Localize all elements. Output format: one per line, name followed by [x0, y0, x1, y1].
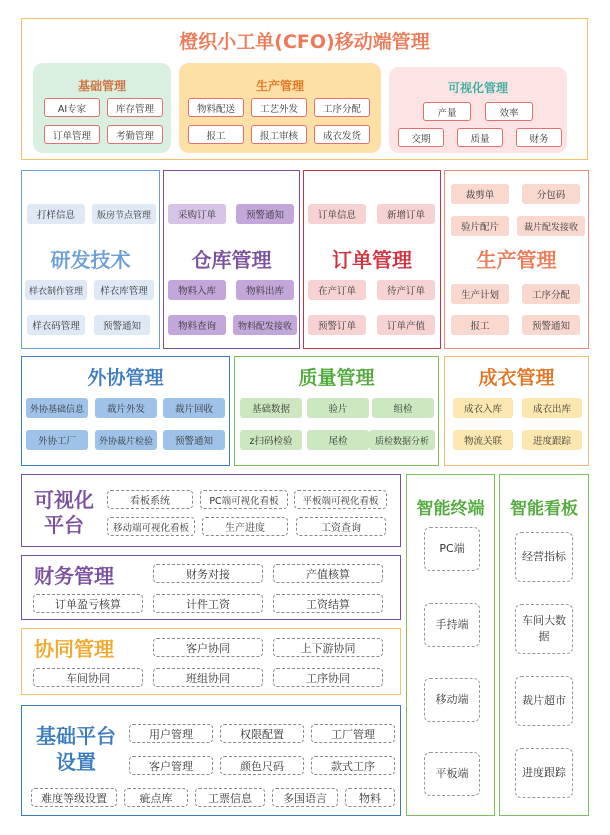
visual-mgmt-title: 可视化管理: [447, 80, 508, 95]
quality-item[interactable]: 质检数据分析: [369, 430, 435, 450]
outsource-item[interactable]: 裁片外发: [95, 398, 157, 418]
kanban-item[interactable]: 车间大数据: [515, 604, 573, 654]
terminal-item[interactable]: PC端: [424, 527, 480, 571]
collab-item[interactable]: 工序协同: [273, 668, 383, 687]
production-item[interactable]: 验片配片: [451, 216, 509, 236]
base-platform-item[interactable]: 工厂管理: [311, 724, 395, 743]
warehouse-item[interactable]: 物料出库: [236, 280, 294, 300]
production-item[interactable]: 报工: [451, 315, 509, 335]
page-title: 橙织小工单(CFO)移动端管理: [179, 30, 430, 53]
production-mgmt-title: 生产管理: [255, 78, 304, 93]
order-item[interactable]: 在产订单: [308, 280, 366, 300]
order-item[interactable]: 待产订单: [377, 280, 435, 300]
terminal-item[interactable]: 平板端: [424, 752, 480, 796]
garment-title: 成衣管理: [478, 366, 555, 389]
garment-item[interactable]: 进度跟踪: [522, 430, 582, 450]
collab-item[interactable]: 班组协同: [153, 668, 263, 687]
garment-item[interactable]: 物流关联: [453, 430, 513, 450]
base-platform-item[interactable]: 款式工序: [311, 756, 395, 775]
base-platform-item[interactable]: 疵点库: [124, 788, 188, 807]
production-item[interactable]: 裁片配发接收: [517, 216, 585, 236]
collab-item[interactable]: 车间协同: [33, 668, 143, 687]
warehouse-item[interactable]: 预警通知: [236, 204, 294, 224]
base-platform-item[interactable]: 用户管理: [129, 724, 213, 743]
garment-item[interactable]: 成衣出库: [522, 398, 582, 418]
base-platform-item[interactable]: 权限配置: [220, 724, 304, 743]
rnd-item[interactable]: 样衣码管理: [27, 315, 85, 335]
order-item[interactable]: 订单信息: [308, 204, 366, 224]
production-item[interactable]: 工艺外发: [251, 98, 307, 117]
outsource-item[interactable]: 裁片回收: [163, 398, 225, 418]
base-platform-item[interactable]: 工票信息: [195, 788, 265, 807]
finance-item[interactable]: 计件工资: [153, 594, 263, 613]
rnd-item[interactable]: 样衣库管理: [94, 280, 154, 300]
collab-item[interactable]: 客户协同: [153, 638, 263, 657]
warehouse-title: 仓库管理: [191, 247, 272, 272]
kanban-title: 智能看板: [510, 498, 578, 519]
rnd-item[interactable]: 打样信息: [27, 204, 85, 224]
viz-platform-title: 平台: [44, 512, 84, 537]
rnd-title: 研发技术: [50, 247, 131, 272]
production-item[interactable]: 报工: [188, 125, 244, 144]
production-item[interactable]: 工序分配: [522, 284, 580, 304]
outsource-item[interactable]: 外协工厂: [26, 430, 88, 450]
viz-platform-item[interactable]: PC端可视化看板: [200, 490, 288, 509]
production-item[interactable]: 分包码: [522, 184, 580, 204]
quality-item[interactable]: z扫码检验: [240, 430, 302, 450]
basic-item[interactable]: 库存管理: [107, 98, 163, 117]
order-item[interactable]: 预警订单: [308, 315, 366, 335]
kanban-item[interactable]: 经营指标: [515, 532, 573, 582]
viz-platform-item[interactable]: 生产进度: [202, 517, 288, 536]
base-platform-item[interactable]: 物料: [345, 788, 395, 807]
production-item[interactable]: 报工审核: [251, 125, 307, 144]
base-platform-title: 基础平台: [36, 723, 116, 748]
outsource-item[interactable]: 预警通知: [163, 430, 225, 450]
base-platform-item[interactable]: 颜色尺码: [220, 756, 304, 775]
outsource-item[interactable]: 外协基础信息: [26, 398, 88, 418]
basic-mgmt-title: 基础管理: [77, 78, 126, 93]
finance-item[interactable]: 产值核算: [273, 564, 383, 583]
viz-platform-item[interactable]: 移动端可视化看板: [107, 517, 195, 536]
kanban-item[interactable]: 进度跟踪: [515, 748, 573, 798]
order-title: 订单管理: [332, 247, 412, 272]
order-item[interactable]: 新增订单: [377, 204, 435, 224]
order-item[interactable]: 订单产值: [377, 315, 435, 335]
production-item[interactable]: 生产计划: [451, 284, 509, 304]
finance-title: 财务管理: [34, 563, 114, 588]
outsource-item[interactable]: 外协裁片检验: [95, 430, 157, 450]
production-item[interactable]: 物料配送: [188, 98, 244, 117]
kanban-item[interactable]: 裁片超市: [515, 676, 573, 726]
warehouse-item[interactable]: 物料查询: [168, 315, 226, 335]
visual-item[interactable]: 效率: [485, 102, 533, 121]
basic-item[interactable]: 订单管理: [44, 125, 100, 144]
collab-title: 协同管理: [34, 636, 114, 661]
terminal-item[interactable]: 手持端: [424, 603, 480, 647]
production-item[interactable]: 预警通知: [522, 315, 580, 335]
production-item[interactable]: 成衣发货: [314, 125, 370, 144]
quality-item[interactable]: 组检: [372, 398, 434, 418]
warehouse-item[interactable]: 物料配发接收: [233, 315, 297, 335]
warehouse-item[interactable]: 采购订单: [168, 204, 226, 224]
garment-item[interactable]: 成衣入库: [453, 398, 513, 418]
viz-platform-item[interactable]: 工资查询: [296, 517, 386, 536]
warehouse-item[interactable]: 物料入库: [168, 280, 226, 300]
quality-item[interactable]: 验片: [307, 398, 369, 418]
base-platform-item[interactable]: 难度等级设置: [31, 788, 117, 807]
rnd-item[interactable]: 样衣制作管理: [25, 280, 87, 300]
terminal-title: 智能终端: [416, 498, 485, 519]
finance-item[interactable]: 工资结算: [273, 594, 383, 613]
quality-item[interactable]: 尾检: [307, 430, 369, 450]
basic-item[interactable]: AI专家: [44, 98, 100, 117]
basic-item[interactable]: 考勤管理: [107, 125, 163, 144]
production-item[interactable]: 工序分配: [314, 98, 370, 117]
viz-platform-item[interactable]: 看板系统: [107, 490, 193, 509]
base-platform-item[interactable]: 多国语言: [272, 788, 338, 807]
base-platform-item[interactable]: 客户管理: [129, 756, 213, 775]
viz-platform-title: 可视化: [34, 487, 94, 512]
base-platform-title: 设置: [56, 749, 96, 774]
visual-item[interactable]: 财务: [516, 128, 562, 147]
visual-item[interactable]: 质量: [457, 128, 503, 147]
finance-item[interactable]: 财务对接: [153, 564, 263, 583]
collab-item[interactable]: 上下游协同: [273, 638, 383, 657]
production-title: 生产管理: [476, 247, 557, 272]
visual-item[interactable]: 交期: [398, 128, 444, 147]
rnd-item[interactable]: 版房节点管理: [92, 204, 156, 224]
quality-title: 质量管理: [298, 366, 375, 389]
rnd-item[interactable]: 预警通知: [94, 315, 150, 335]
finance-item[interactable]: 订单盈亏核算: [33, 594, 143, 613]
visual-item[interactable]: 产量: [423, 102, 471, 121]
viz-platform-item[interactable]: 平板端可视化看板: [294, 490, 387, 509]
terminal-item[interactable]: 移动端: [424, 678, 480, 722]
quality-item[interactable]: 基础数据: [240, 398, 302, 418]
outsource-title: 外协管理: [87, 366, 164, 389]
production-item[interactable]: 裁剪单: [451, 184, 509, 204]
